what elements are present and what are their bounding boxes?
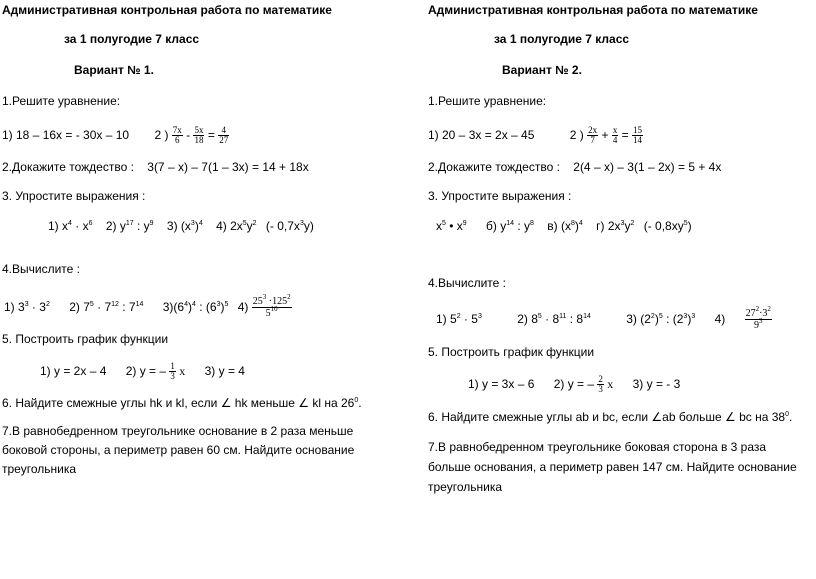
- exponent: 4: [192, 301, 196, 308]
- exponent: 4: [68, 220, 72, 227]
- calc-3: 3) (2: [626, 312, 651, 326]
- fraction: [172, 126, 183, 145]
- expr-5-part: y): [303, 219, 314, 233]
- calc-3-part: : (6: [195, 300, 217, 314]
- task2-line: [2, 160, 309, 174]
- fraction: [745, 305, 772, 332]
- exponent: 5: [442, 220, 446, 227]
- numerator-base: 25: [252, 296, 263, 308]
- title: Административная контрольная работа по математике: [2, 3, 332, 17]
- fraction-numerator: 1: [170, 361, 175, 372]
- expr-4-part: y: [246, 219, 253, 233]
- exponent: 5: [683, 220, 688, 227]
- calc-3-part: ): [654, 312, 659, 326]
- task5-functions: [40, 360, 245, 382]
- expr-1: x: [436, 219, 442, 233]
- exponent: 5: [242, 220, 247, 227]
- calc-3-part: ): [188, 300, 192, 314]
- title: Административная контрольная работа по математике: [428, 3, 758, 17]
- task7-line-2: боковой стороны, а периметр равен 60 см. Найдите основание: [2, 443, 355, 457]
- task4-heading: 4.Вычислите :: [428, 276, 506, 290]
- expr-4: 4) 2x: [216, 219, 243, 233]
- expr-3: в) (x: [547, 219, 571, 233]
- task7-line-3: треугольника: [428, 480, 503, 494]
- expr-4-part: y: [624, 219, 631, 233]
- calc-2: 2) 7: [69, 300, 90, 314]
- numerator-base: 27: [745, 308, 756, 320]
- task1-equations: [428, 124, 643, 146]
- task3-expressions: [48, 219, 314, 233]
- fraction-denominator: 3: [170, 371, 175, 382]
- expr-5: (- 0,8xy: [643, 219, 684, 233]
- exponent: 4: [198, 220, 203, 227]
- exponent: 3: [190, 220, 195, 227]
- exponent: 3: [216, 301, 221, 308]
- task7-line-1: 7.В равнобедренном треугольнике боковая сторона в 3 раза: [428, 440, 767, 454]
- fraction: [632, 126, 643, 145]
- fraction-numerator: 2: [598, 374, 603, 385]
- calc-4: 4): [714, 312, 726, 326]
- fraction: [252, 293, 292, 320]
- task5-functions: [468, 373, 680, 395]
- fraction-denominator: 4: [612, 135, 618, 146]
- numerator-part: ·125: [266, 296, 288, 308]
- expr-3: 3) (x: [166, 219, 191, 233]
- task5-heading: 5. Построить график функции: [2, 332, 169, 346]
- calc-1-part: · 5: [460, 312, 478, 326]
- task1-equations: [2, 124, 229, 146]
- calc-4: 4): [237, 300, 249, 314]
- subtitle: за 1 полугодие 7 класс: [494, 32, 630, 46]
- expr-1-part: • x: [445, 219, 463, 233]
- exponent: 14: [583, 313, 591, 320]
- exponent: 6: [88, 220, 93, 227]
- exponent: 11: [559, 313, 567, 320]
- exponent: 17: [125, 220, 134, 227]
- exponent: 5: [537, 313, 542, 320]
- equation-1: 1) 20 – 3x = 2x – 45: [428, 128, 535, 142]
- operator: -: [186, 128, 191, 142]
- exponent: 5: [224, 301, 229, 308]
- variant-label: Вариант № 2.: [502, 63, 582, 77]
- calc-2-part: · 8: [541, 312, 560, 326]
- operator: +: [601, 128, 609, 142]
- exponent: 3: [691, 313, 696, 320]
- denominator-base: 9: [754, 320, 759, 332]
- exponent: 3: [759, 317, 763, 326]
- fraction-denominator: 27: [219, 135, 229, 146]
- variant-1-column: [0, 0, 400, 579]
- task3-expressions: [436, 219, 692, 233]
- fraction: [218, 126, 229, 145]
- expr-2: б) y: [486, 219, 507, 233]
- expr-5: (- 0,7x: [265, 219, 300, 233]
- denominator-base: 5: [265, 308, 271, 320]
- fraction-numerator: 15: [633, 125, 643, 136]
- task6-end: .: [788, 410, 793, 424]
- exponent: 2: [45, 301, 50, 308]
- subtitle: за 1 полугодие 7 класс: [64, 32, 200, 46]
- fraction-denominator: 6: [175, 135, 180, 146]
- calc-3-part: ): [687, 312, 692, 326]
- exponent: 3: [620, 220, 625, 227]
- exponent: 2: [755, 305, 760, 314]
- calc-1: 1) 3: [4, 300, 25, 314]
- task6-end: .: [358, 396, 362, 410]
- calc-2-part: : 7: [118, 300, 136, 314]
- fraction-denominator: [252, 305, 292, 320]
- exponent: 4: [578, 220, 583, 227]
- exponent: 14: [135, 301, 144, 308]
- task2-heading: 2.Докажите тождество :: [2, 160, 134, 174]
- function-2-variable: x: [607, 377, 614, 391]
- degree-mark: 0: [785, 411, 789, 418]
- task7-line-1: 7.В равнобедренном треугольнике основание в 2 раза меньше: [2, 424, 354, 438]
- expr-1: 1) x: [48, 219, 69, 233]
- expr-2-part: : y: [514, 219, 531, 233]
- exponent: 2: [287, 293, 291, 302]
- function-3: 3) y = 4: [204, 364, 245, 378]
- exponent: 2: [252, 220, 257, 227]
- exponent: 3: [24, 301, 29, 308]
- exponent: 3: [477, 313, 482, 320]
- calc-2: 2) 8: [517, 312, 538, 326]
- function-1: 1) y = 2x – 4: [40, 364, 107, 378]
- task6: [2, 396, 362, 410]
- function-2: 2) y = –: [125, 364, 167, 378]
- calc-1-part: · 3: [28, 300, 46, 314]
- numerator-part: ·3: [759, 308, 768, 320]
- task4-expressions: [4, 294, 292, 320]
- equation-2-prefix: 2 ): [154, 128, 169, 142]
- expr-2-part: : y: [133, 219, 150, 233]
- function-2-variable: x: [179, 364, 186, 378]
- task2-heading: 2.Докажите тождество :: [428, 160, 560, 174]
- task3-heading: 3. Упростите выражения :: [428, 189, 572, 203]
- calc-3: 3)(6: [162, 300, 185, 314]
- expr-4: г) 2x: [596, 219, 621, 233]
- exponent: 5: [89, 301, 94, 308]
- task3-heading: 3. Упростите выражения :: [2, 189, 146, 203]
- expr-5-part: ): [687, 219, 692, 233]
- fraction-numerator: 2x: [588, 125, 598, 136]
- calc-2-part: : 8: [566, 312, 584, 326]
- fraction-denominator: 18: [194, 135, 204, 146]
- variant-label: Вариант № 1.: [74, 63, 154, 77]
- task1-heading: 1.Решите уравнение:: [2, 94, 121, 108]
- equals-sign: =: [207, 128, 215, 142]
- fraction: [193, 126, 204, 145]
- function-3: 3) y = - 3: [632, 377, 681, 391]
- calc-1: 1) 5: [436, 312, 457, 326]
- exponent: 14: [506, 220, 515, 227]
- function-2: 2) y = –: [553, 377, 595, 391]
- fraction: [587, 126, 598, 145]
- exponent: 3: [299, 220, 304, 227]
- fraction: [597, 375, 604, 394]
- fraction-numerator: 4: [218, 126, 229, 136]
- exponent: 2: [630, 220, 635, 227]
- equation-2-prefix: 2 ): [569, 128, 584, 142]
- task6-text: 6. Найдите смежные углы ab и bc, если ∠ab больше ∠ bc на 38: [428, 410, 786, 424]
- task6: [428, 410, 792, 424]
- exponent: 4: [184, 301, 188, 308]
- exponent: 5: [658, 313, 663, 320]
- fraction-denominator: 3: [598, 384, 603, 395]
- task2-line: [428, 160, 721, 174]
- task6-text: 6. Найдите смежные углы hk и kl, если ∠ hk меньше ∠ kl на 26: [2, 396, 355, 410]
- fraction-numerator: 5x: [194, 125, 204, 136]
- exponent: 12: [111, 301, 119, 308]
- task7-line-3: треугольника: [2, 462, 77, 476]
- task7-line-2: больше основания, а периметр равен 147 см. Найдите основание: [428, 460, 797, 474]
- exponent: 10: [270, 305, 278, 314]
- expr-1-part: · x: [71, 219, 89, 233]
- calc-3-part: : (2: [662, 312, 684, 326]
- exponent: 8: [571, 220, 575, 227]
- fraction-denominator: [745, 317, 772, 332]
- task2-identity: 3(7 – x) – 7(1 – 3x) = 14 + 18x: [147, 160, 309, 174]
- equation-1: 1) 18 – 16x = - 30x – 10: [2, 128, 130, 142]
- fraction-numerator: 7x: [172, 125, 182, 136]
- exponent: 2: [456, 313, 461, 320]
- degree-mark: 0: [354, 397, 359, 404]
- task4-expressions: [436, 306, 772, 332]
- exponent: 3: [262, 293, 267, 302]
- fraction: [612, 126, 619, 145]
- expr-3-part: ): [194, 219, 199, 233]
- variant-2-column: [426, 0, 816, 579]
- equals-sign: =: [621, 128, 629, 142]
- exponent: 2: [650, 313, 655, 320]
- task4-heading: 4.Вычислите :: [2, 262, 80, 276]
- calc-2-part: · 7: [93, 300, 112, 314]
- fraction: [169, 362, 176, 381]
- exponent: 8: [530, 220, 534, 227]
- fraction-denominator: 14: [633, 135, 643, 146]
- fraction-denominator: 7: [590, 135, 595, 146]
- task1-heading: 1.Решите уравнение:: [428, 94, 547, 108]
- exponent: 3: [683, 313, 688, 320]
- exponent: 9: [149, 220, 154, 227]
- fraction-numerator: x: [612, 125, 618, 136]
- exponent: 2: [767, 305, 771, 314]
- expr-3-part: ): [574, 219, 579, 233]
- function-1: 1) y = 3x – 6: [468, 377, 535, 391]
- task2-identity: 2(4 – x) – 3(1 – 2x) = 5 + 4x: [573, 160, 722, 174]
- calc-3-part: ): [220, 300, 225, 314]
- expr-2: 2) y: [105, 219, 126, 233]
- exponent: 9: [462, 220, 467, 227]
- task5-heading: 5. Построить график функции: [428, 345, 595, 359]
